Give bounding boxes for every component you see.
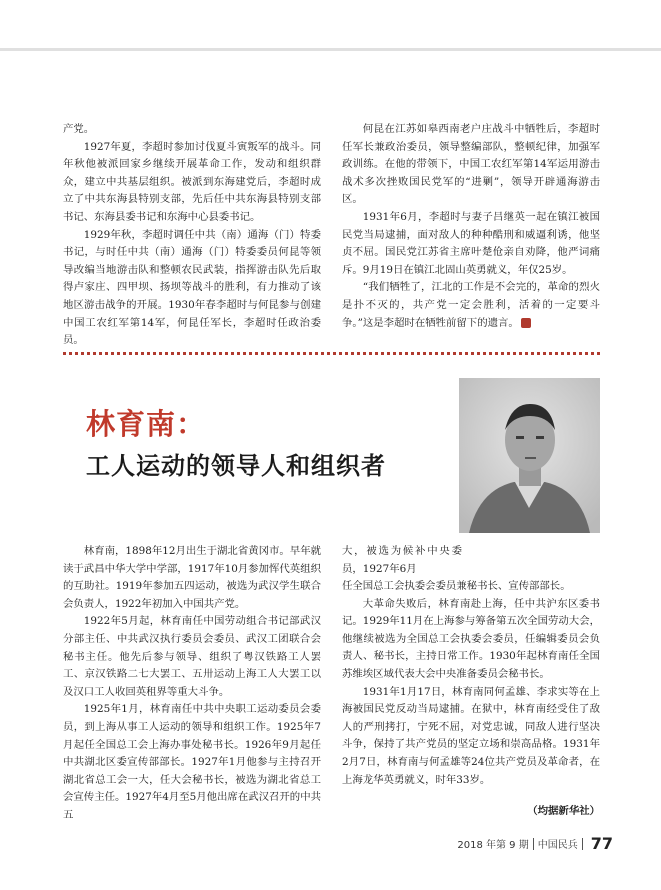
paragraph: 大革命失败后，林育南赴上海，任中共沪东区委书记。1929年11月在上海参与筹备第五次全国劳动大会，他继续被选为全国总工会执委会委员，任编辑委员会负责人、秘书长，主持日常工作。1930年起林育南任全国苏维埃区域代表大会中央准备委员会秘书长。 — [342, 597, 600, 680]
paragraph: 1931年1月17日，林育南同何孟雄、李求实等在上海被国民党反动当局逮捕。在狱中，林育南经受住了敌人的严刑拷打，宁死不屈，对党忠诚，同敌人进行坚决斗争，保持了共产党员的坚定立场和崇高品格。1931年2月7日，林育南与何孟雄等24位共产党员及革命者，在上海龙华英勇就义，时年33岁。 — [342, 685, 600, 786]
page-footer — [457, 834, 613, 853]
upper-right-column — [342, 121, 600, 332]
lower-right-column — [342, 578, 600, 789]
paragraph: 1922年5月起，林育南任中国劳动组合书记部武汉分部主任、中共武汉执行委员会委员、武汉工团联合会秘书主任。他先后参与领导、组织了粤汉铁路工人罢工、京汉铁路二七大罢工、五卅运动上海工人大罢工以及汉口工人收回英租界等重大斗争。 — [63, 615, 321, 698]
issue-label: 2018 年第 9 期 — [457, 840, 529, 851]
footer-separator — [533, 838, 534, 850]
page-number: 77 — [590, 834, 613, 853]
end-mark-icon: ◆ — [521, 318, 531, 328]
paragraph: 1927年夏，李超时参加讨伐夏斗寅叛军的战斗。同年秋他被派回家乡继续开展革命工作，发动和组织群众，建立中共基层组织。被派到东海建党后，李超时成立了中共东海县特别支部，先后任中共东海县特别支部书记、东海县委书记和东海中心县委书记。 — [63, 140, 321, 223]
paragraph: 大，被选为候补中央委员，1927年6月 — [342, 545, 462, 575]
lower-right-column-wrapped — [342, 543, 462, 578]
section-divider — [63, 352, 600, 355]
paragraph: 何昆在江苏如皋西南老户庄战斗中牺牲后，李超时任军长兼政治委员，领导整编部队，整顿纪律，加强军政训练。在他的带领下，中国工农红军第14军运用游击战术多次挫败国民党军的“进剿”，领导开辟通海游击区。 — [342, 123, 600, 206]
paragraph: 产党。 — [63, 123, 95, 135]
paragraph: 1925年1月，林育南任中共中央职工运动委员会委员，到上海从事工人运动的领导和组织工作。1925年7月起任全国总工会上海办事处秘书长。1926年9月起任中共湖北区委宣传部部长。1927年1月他参与主持召开湖北省总工会一大，任大会秘书长，被选为湖北省总工会宣传主任。1927年4月至5月他出席在武汉召开的中共五 — [63, 703, 321, 821]
portrait-photo — [459, 378, 600, 533]
lower-left-column — [63, 543, 321, 825]
article-subtitle: 工人运动的领导人和组织者 — [86, 452, 386, 480]
paragraph: 任全国总工会执委会委员兼秘书长、宣传部部长。 — [342, 580, 571, 592]
paragraph: 1931年6月，李超时与妻子吕继英一起在镇江被国民党当局逮捕，面对敌人的种种酷刑和威逼利诱，他坚贞不屈。国民党江苏省主席叶楚伧亲自劝降，他严词痛斥。9月19日在镇江北固山英勇就义，年仅25岁。 — [342, 210, 600, 276]
top-bar — [0, 48, 661, 51]
source-credit: （均据新华社） — [527, 805, 600, 817]
upper-left-column — [63, 121, 321, 350]
footer-separator — [582, 838, 583, 850]
article-title-name: 林育南： — [86, 407, 207, 441]
magazine-name: 中国民兵 — [537, 840, 578, 851]
paragraph-text: “我们牺牲了，江北的工作是不会完的，革命的烈火是扑不灭的，共产党一定会胜利，活着的一定要斗争。”这是李超时在牺牲前留下的遗言。 — [342, 281, 600, 329]
paragraph: 1929年秋，李超时调任中共（南）通海（门）特委书记，与时任中共（南）通海（门）特委委员何昆等领导改编当地游击队和整顿农民武装，指挥游击队先后取得卢家庄、四甲坝、扬坝等战斗的胜利，有力推动了该地区游击战争的开展。1930年春李超时与何昆参与创建中国工农红军第14军，何昆任军长，李超时任政治委员。 — [63, 228, 321, 347]
portrait-illustration — [459, 378, 600, 533]
paragraph: 林育南，1898年12月出生于湖北省黄冈市。早年就读于武昌中华大学中学部，1917年10月参加恽代英组织的互助社。1919年参加五四运动，被选为武汉学生联合会负责人，1922年初加入中国共产党。 — [63, 545, 321, 610]
paragraph — [342, 279, 600, 332]
